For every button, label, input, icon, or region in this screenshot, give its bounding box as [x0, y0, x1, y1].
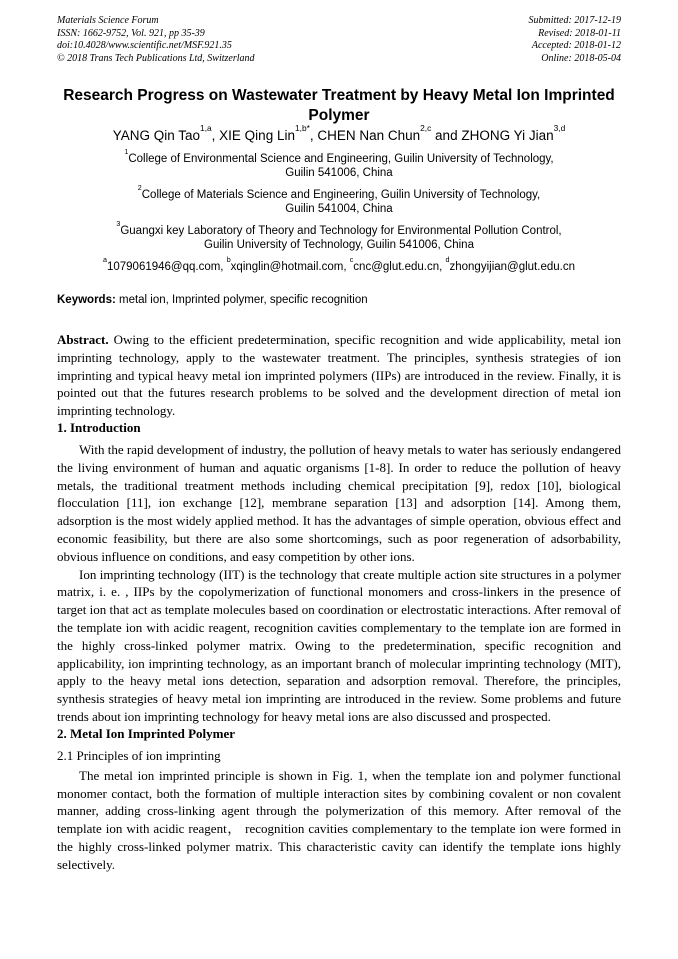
- affiliation-block: $^2$College of Materials Science and Engineering, Guilin University of Technology, Guilin 541004, China: [137, 183, 541, 215]
- keywords-line: [57, 294, 621, 307]
- section-2-1-subheading: 2.1 Principles of ion imprinting: [57, 747, 221, 763]
- keywords-text: metal ion, Imprinted polymer, specific recognition: [115, 294, 368, 306]
- affiliation-block: $^3$Guangxi key Laboratory of Theory and Technology for Environmental Pollution Control, Guilin University of Technology, Guilin 541006, China: [116, 219, 562, 251]
- section-1-heading: 1. Introduction: [57, 419, 141, 435]
- submission-dates: [529, 15, 622, 65]
- journal-info: [57, 15, 255, 65]
- online-date: Online: 2018-05-04: [541, 52, 621, 64]
- abstract: [57, 331, 621, 420]
- submitted-date: Submitted: 2017-12-19: [528, 15, 621, 26]
- accepted-date: Accepted: 2018-01-12: [531, 40, 621, 51]
- author-emails: $^a$1079061946@qq.com, $^b$xqinglin@hotmail.com, $^c$cnc@glut.edu.cn, $^d$zhongyijian@glut.edu.cn: [103, 255, 575, 273]
- affiliation-block: $^1$College of Environmental Science and Engineering, Guilin University of Technology, Guilin 541006, China: [124, 147, 554, 179]
- journal-name: Materials Science Forum: [57, 15, 159, 26]
- affiliations: [57, 147, 621, 252]
- journal-copyright: © 2018 Trans Tech Publications Ltd, Switzerland: [57, 52, 255, 64]
- section-2-heading: 2. Metal Ion Imprinted Polymer: [57, 725, 236, 741]
- journal-doi: doi:10.4028/www.scientific.net/MSF.921.35: [57, 40, 232, 51]
- revised-date: Revised: 2018-01-11: [538, 27, 621, 39]
- paper-title: Research Progress on Wastewater Treatment by Heavy Metal Ion Imprinted Polymer: [63, 87, 615, 124]
- journal-issn-volume: ISSN: 1662-9752, Vol. 921, pp 35-39: [57, 27, 205, 39]
- authors-line: YANG Qin Tao$^{1,a}$, XIE Qing Lin$^{1,b*}$, CHEN Nan Chun$^{2,c}$ and ZHONG Yi Jian$^{3,d}$: [112, 122, 566, 143]
- keywords-label: Keywords:: [57, 294, 116, 306]
- abstract-text: Owing to the efficient predetermination, specific recognition and wide applicability, metal ion imprinting technology, apply to the wastewater treatment. The principles, synthesis strategies of ion imprinting and typical heavy metal ion imprinted polymers (IIPs) are introduced in the review. Finally, it is pointed out that the futures research problems to be solved and the development direction of metal ion imprinting technology.: [57, 332, 621, 419]
- abstract-label: Abstract.: [57, 332, 109, 347]
- journal-header: [57, 15, 621, 65]
- section-1-paragraph-1: With the rapid development of industry, the pollution of heavy metals to water has seriously endangered the living environment of human and aquatic organisms [1-8]. In order to reduce the pollution of heavy metals, the traditional treatment methods including chemical precipitation [9], redox [10], biological flocculation [11], ion exchange [12], membrane separation [13] and adsorption [14]. Among them, adsorption is the most widely applied method. It has the advantages of simple operation, obvious effect and economic feasibility, but there are also some shortcomings, such as poor regeneration of adsorbability, obvious influence on conditions, and easy competition by other ions.: [57, 441, 621, 564]
- section-2-paragraph-1: The metal ion imprinted principle is shown in Fig. 1, when the template ion and polymer functional monomer contact, both the formation of multiple interaction sites by combining covalent or non covalent manner, adding cross-linking agent through the polymerization of this memory. After removal of the template ion with acidic reagent， recognition cavities complementary to the template ion were formed in the highly cross-linked polymer matrix. This characteristic cavity can identify the template ions highly selectively.: [57, 767, 621, 872]
- section-1-paragraph-2: Ion imprinting technology (IIT) is the technology that create multiple action site structures in a polymer matrix, i. e. , IIPs by the copolymerization of functional monomers and cross-linkers in the presence of target ion that act as template molecules based on coordination or electrostatic interactions. After removal of the template ion with acidic reagent, recognition cavities complementary to the template ion are formed in the highly cross-linked polymer matrix. Owing to the predetermination, specific recognition and applicability, ion imprinting technology, as an important branch of molecular imprinting technology (MIT), apply to the heavy metal ions detection, separation and adsorption removal. Therefore, the principles, synthesis strategies of heavy metal ion imprinting are introduced in the review. Some problems and future trends about ion imprinting technology for heavy metal ions are also discussed and prospected.: [57, 566, 621, 724]
